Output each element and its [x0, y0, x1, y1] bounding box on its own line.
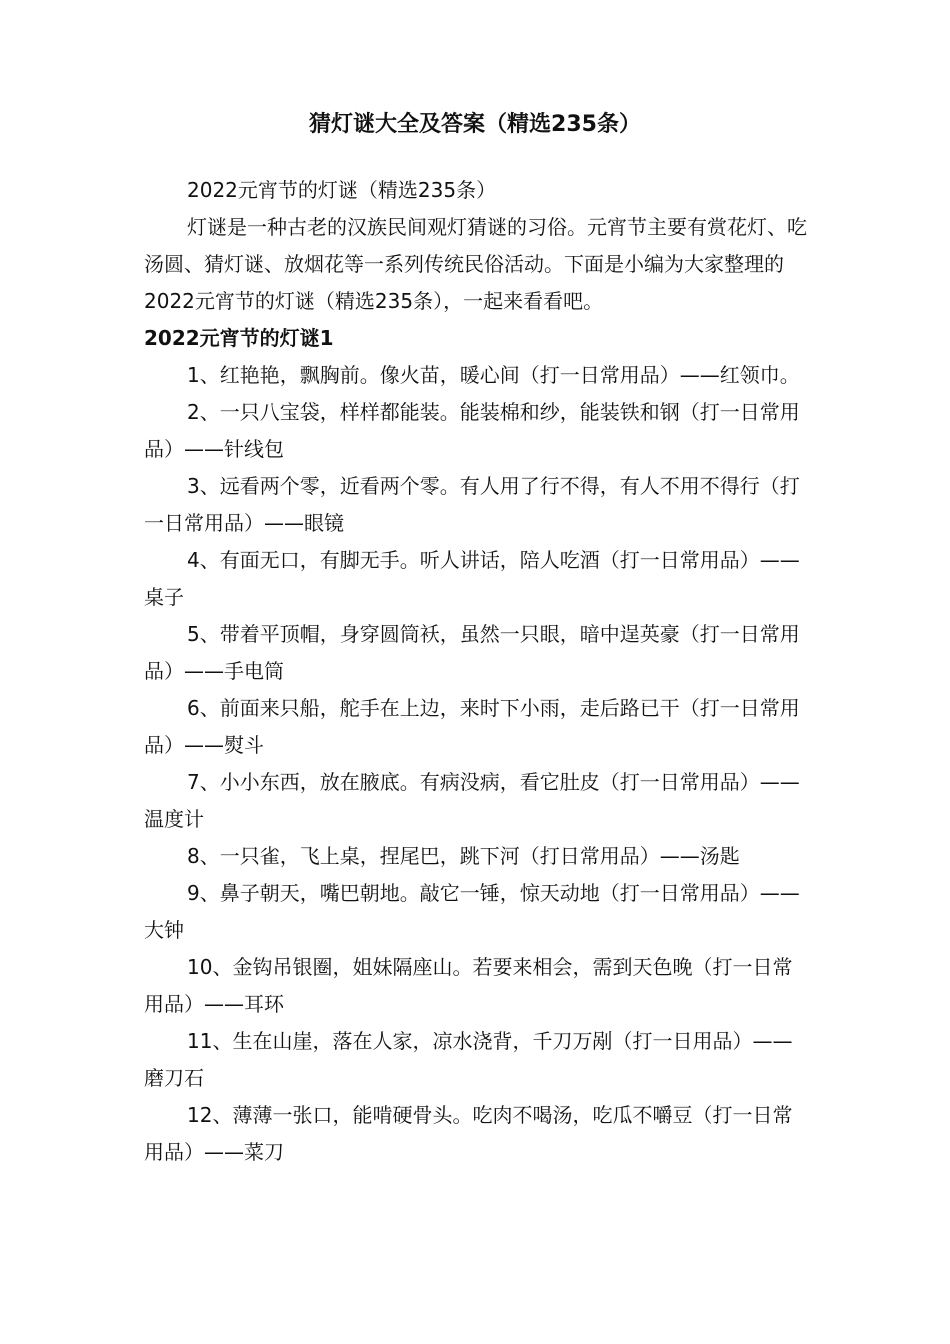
riddle-item: 7、小小东西，放在腋底。有病没病，看它肚皮（打一日常用品）——温度计	[144, 770, 800, 831]
riddle-item: 11、生在山崖，落在人家，凉水浇背，千刀万剐（打一日用品）——磨刀石	[144, 1029, 793, 1090]
intro-paragraph: 灯谜是一种古老的汉族民间观灯猜谜的习俗。元宵节主要有赏花灯、吃汤圆、猜灯谜、放烟花等一系列传统民俗活动。下面是小编为大家整理的2022元宵节的灯谜（精选235条），一起来看看吧。	[144, 215, 807, 313]
riddle-item: 12、薄薄一张口，能啃硬骨头。吃肉不喝汤，吃瓜不嚼豆（打一日常用品）——菜刀	[144, 1103, 793, 1164]
subtitle-paragraph: 2022元宵节的灯谜（精选235条）	[187, 178, 497, 202]
document-title: 猜灯谜大全及答案（精选235条）	[309, 112, 641, 137]
section-heading: 2022元宵节的灯谜1	[144, 326, 334, 350]
riddle-item: 4、有面无口，有脚无手。听人讲话，陪人吃酒（打一日常用品）——桌子	[144, 548, 800, 609]
riddle-item: 1、红艳艳，飘胸前。像火苗，暖心间（打一日常用品）——红领巾。	[187, 363, 800, 387]
riddle-item: 10、金钩吊银圈，姐妹隔座山。若要来相会，需到天色晚（打一日常用品）——耳环	[144, 955, 793, 1016]
riddle-item: 9、鼻子朝天，嘴巴朝地。敲它一锤，惊天动地（打一日常用品）——大钟	[144, 881, 800, 942]
document-body	[144, 172, 808, 1171]
riddle-item: 8、一只雀，飞上桌，捏尾巴，跳下河（打日常用品）——汤匙	[187, 844, 740, 868]
riddle-item: 5、带着平顶帽，身穿圆筒袄，虽然一只眼，暗中逞英豪（打一日常用品）——手电筒	[144, 622, 800, 683]
riddle-item: 2、一只八宝袋，样样都能装。能装棉和纱，能装铁和钢（打一日常用品）——针线包	[144, 400, 800, 461]
riddle-item: 6、前面来只船，舵手在上边，来时下小雨，走后路已干（打一日常用品）——熨斗	[144, 696, 800, 757]
riddle-item: 3、远看两个零，近看两个零。有人用了行不得，有人不用不得行（打一日常用品）——眼镜	[144, 474, 800, 535]
